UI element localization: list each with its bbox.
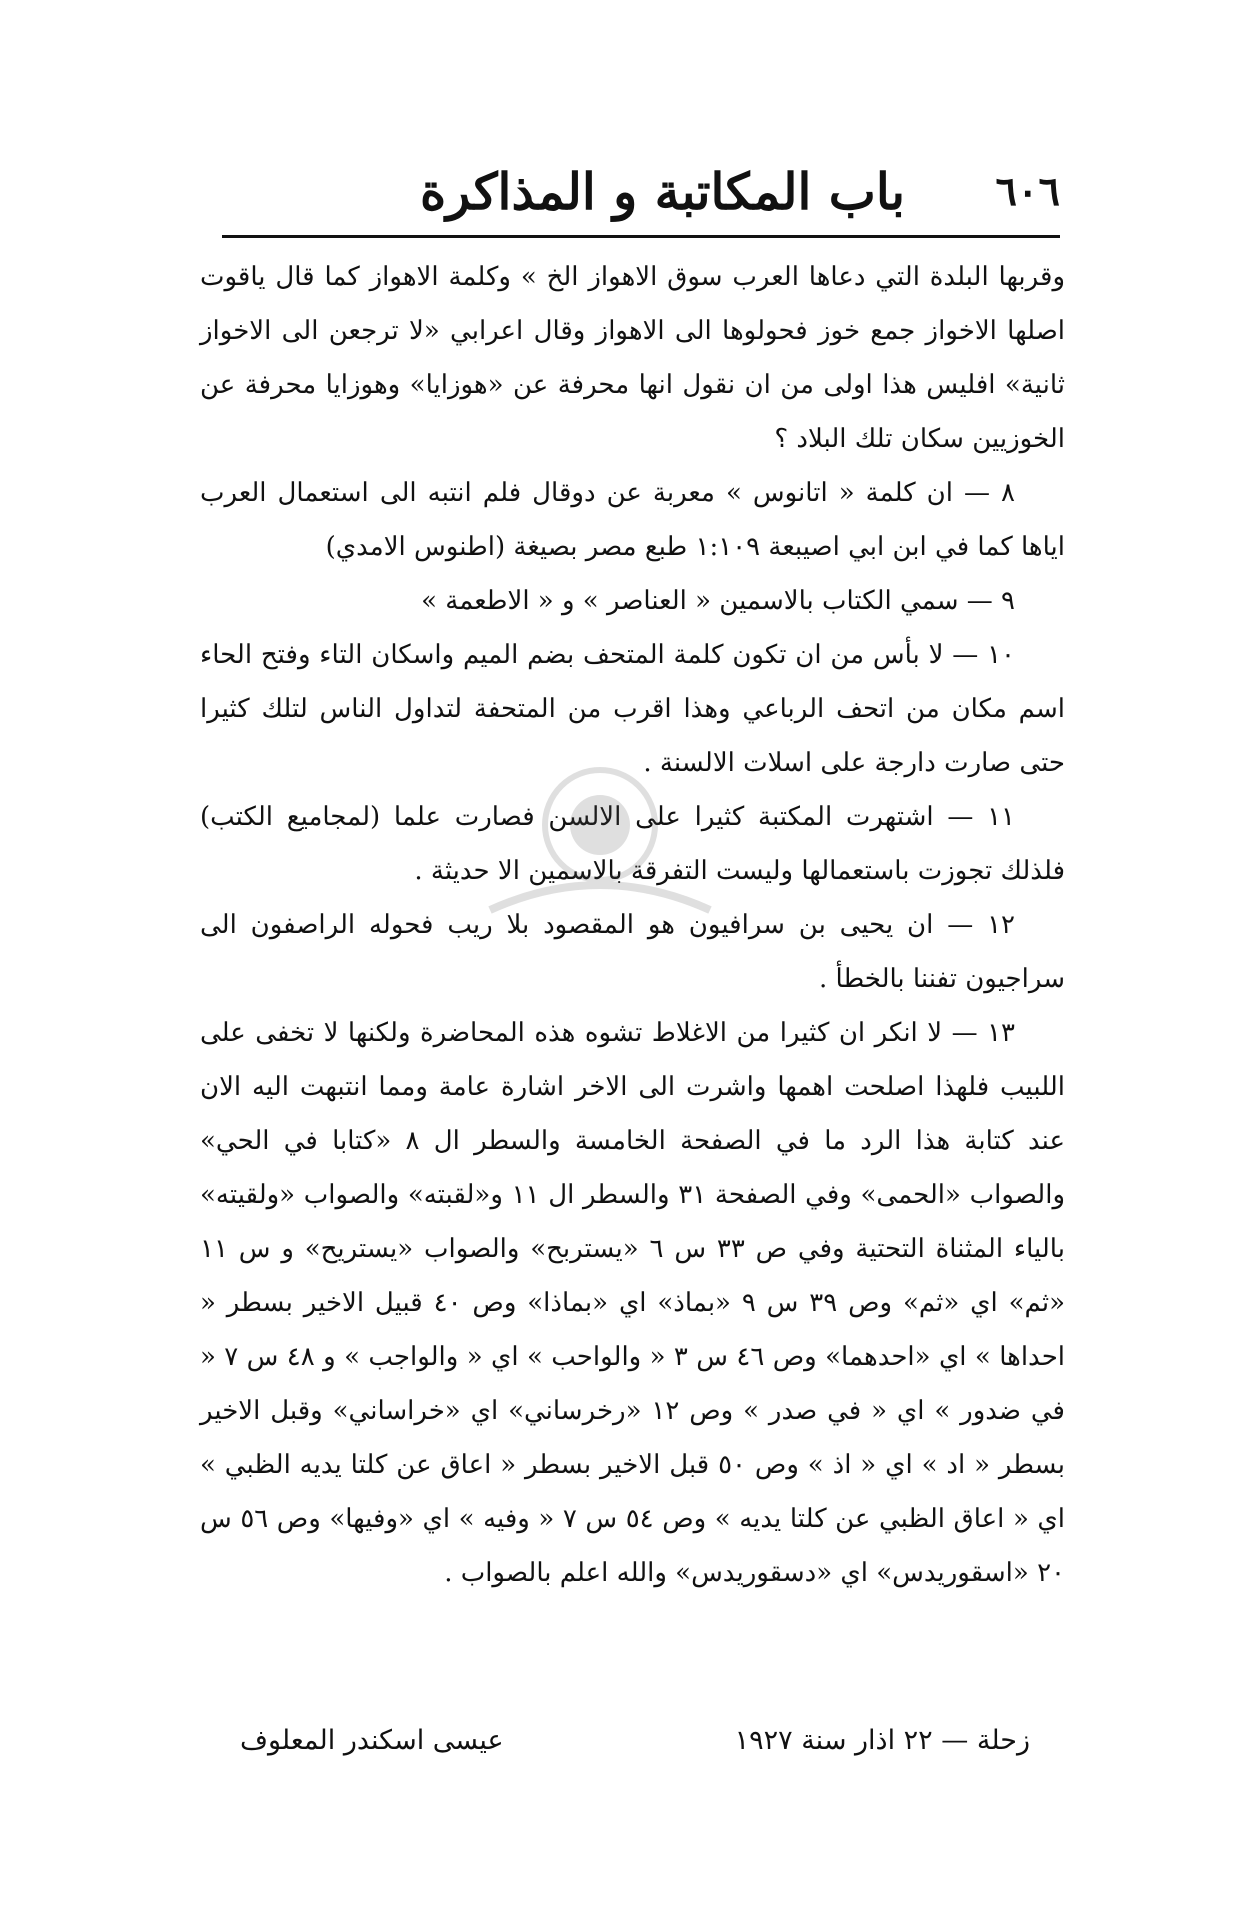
paragraph-continuation: وقربها البلدة التي دعاها العرب سوق الاهواز الخ » وكلمة الاهواز كما قال ياقوت اصلها الاخواز جمع خوز فحولوها الى الاهواز وقال اعرابي «لا ترجعن الى الاخواز ثانية» افليس هذا اولى من ان نقول انها محرفة عن «هوزايا» وهوزايا محرفة عن الخوزيين سكان تلك البلاد ؟ bbox=[200, 262, 1065, 454]
page-number: ٦٠٦ bbox=[995, 168, 1060, 215]
paragraph-note-11: ١١ — اشتهرت المكتبة كثيرا على الالسن فصارت علما (لمجاميع الكتب) فلذلك تجوزت باستعمالها وليست التفرقة بالاسمين الا حديثة . bbox=[200, 802, 1065, 886]
paragraph-note-13: ١٣ — لا انكر ان كثيرا من الاغلاط تشوه هذه المحاضرة ولكنها لا تخفى على اللبيب فلهذا اصلحت اهمها واشرت الى الاخر اشارة عامة ومما انتبهت اليه الان عند كتابة هذا الرد ما في الصفحة الخامسة والسطر ال ٨ «كتابا في الحي» والصواب «الحمى» وفي الصفحة ٣١ والسطر ال ١١ و«لقبته» والصواب «ولقيته» بالياء المثناة التحتية وفي ص ٣٣ س ٦ «يستربح» والصواب «يستريح» و س ١١ «ثم» اي «ثم» وص ٣٩ س ٩ «بماذ» اي «بماذا» وص ٤٠ قبيل الاخير بسطر « احداها » اي «احدهما» وص ٤٦ س ٣ « والواحب » اي « والواجب » و ٤٨ س ٧ « في ضدور » اي « في صدر » وص ١٢ «رخرساني» اي «خراساني» وقبل الاخير بسطر « اد » اي « اذ » وص ٥٠ قبل الاخير بسطر « اعاق عن كلتا يديه الظبي » اي « اعاق الظبي عن كلتا يديه » وص ٥٤ س ٧ « وفيه » اي «وفيها» وص ٥٦ س ٢٠ «اسقوريدس» اي «دسقوريدس» والله اعلم بالصواب . bbox=[200, 1018, 1066, 1588]
page-header bbox=[225, 160, 1060, 230]
paragraph-note-10: ١٠ — لا بأس من ان تكون كلمة المتحف بضم الميم واسكان التاء وفتح الحاء اسم مكان من اتحف الرباعي وهذا اقرب من المتحفة لتداول الناس لتلك كثيرا حتى صارت دارجة على اسلات الالسنة . bbox=[200, 640, 1065, 778]
paragraph-note-12: ١٢ — ان يحيى بن سرافيون هو المقصود بلا ريب فحوله الراصفون الى سراجيون تفننا بالخطأ . bbox=[200, 910, 1065, 994]
running-title: باب المكاتبة و المذاكرة bbox=[419, 162, 906, 221]
signature-name: عيسى اسكندر المعلوف bbox=[240, 1725, 504, 1756]
paragraph-note-9: ٩ — سمي الكتاب بالاسمين « العناصر » و « الاطعمة » bbox=[421, 586, 1015, 616]
paragraph-note-8: ٨ — ان كلمة « اتانوس » معربة عن دوقال فلم انتبه الى استعمال العرب اياها كما في ابن ابي اصيبعة ١:١٠٩ طبع مصر بصيغة (اطنوس الامدي) bbox=[200, 478, 1065, 562]
header-rule bbox=[222, 235, 1060, 238]
signature-line bbox=[240, 1725, 1030, 1765]
signature-date: زحلة — ٢٢ اذار سنة ١٩٢٧ bbox=[734, 1725, 1030, 1756]
article-body bbox=[200, 250, 1065, 1600]
